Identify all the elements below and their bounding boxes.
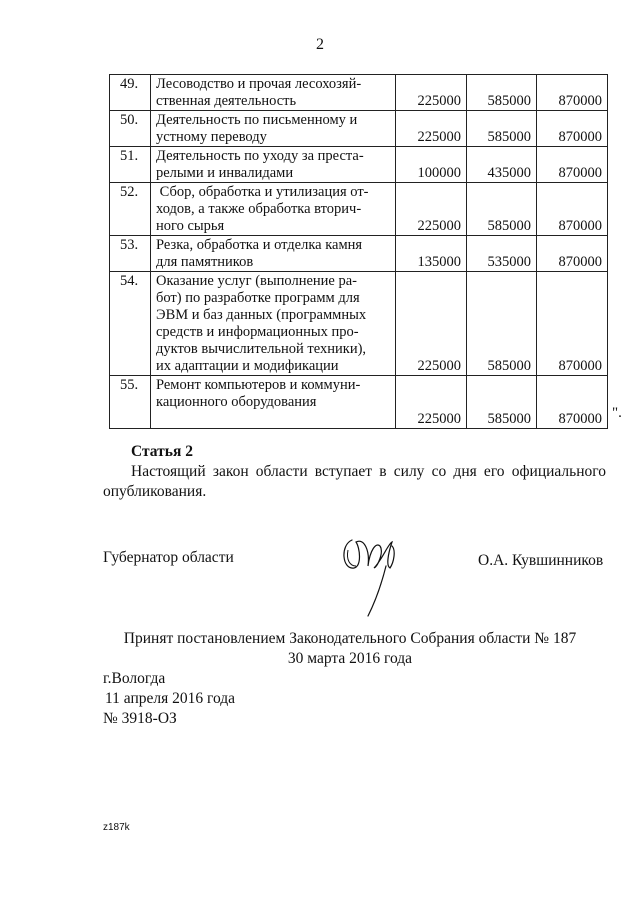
table-row <box>110 236 608 272</box>
row-number: 54. <box>110 272 151 376</box>
adoption-line-1: Принят постановлением Законодательного Собрания области № 187 <box>123 630 577 647</box>
activity-description <box>151 272 396 376</box>
row-number: 50. <box>110 111 151 147</box>
description-line: Деятельность по письменному и <box>156 112 358 128</box>
table-row <box>110 75 608 111</box>
fees-table <box>109 74 608 429</box>
row-number: 49. <box>110 75 151 111</box>
article-text: Настоящий закон области вступает в силу со дня его официального опубликования. <box>103 463 606 500</box>
description-line: Ремонт компьютеров и коммуни- <box>156 377 361 393</box>
amount-cell-v3: 870000 <box>537 183 608 236</box>
description-line: ходов, а также обработка вторич- <box>156 201 362 217</box>
description-line: кационного оборудования <box>156 394 317 410</box>
description-line: средств и информационных про- <box>156 324 359 340</box>
activity-description <box>151 376 396 429</box>
table-row <box>110 376 608 429</box>
amount-cell-v1: 225000 <box>396 272 467 376</box>
description-line: Деятельность по уходу за преста- <box>156 148 364 164</box>
amount-cell-v2: 435000 <box>467 147 537 183</box>
amount-cell-v2: 585000 <box>467 183 537 236</box>
description-line: Сбор, обработка и утилизация от- <box>156 184 369 200</box>
amount-cell-v2: 585000 <box>467 272 537 376</box>
amount-cell-v3: 870000 <box>537 111 608 147</box>
handwritten-signature <box>330 520 410 630</box>
signatory-name: О.А. Кувшинников <box>478 552 604 569</box>
law-number: № 3918-ОЗ <box>103 710 177 727</box>
row-number: 51. <box>110 147 151 183</box>
row-number: 53. <box>110 236 151 272</box>
adoption-note <box>100 629 600 669</box>
amount-cell-v1: 100000 <box>396 147 467 183</box>
description-line: ственная деятельность <box>156 93 297 109</box>
table-row <box>110 183 608 236</box>
article-title: Статья 2 <box>131 443 193 460</box>
table-row <box>110 147 608 183</box>
document-code: z187k <box>103 822 130 833</box>
row-number: 55. <box>110 376 151 429</box>
description-line: их адаптации и модификации <box>156 358 339 374</box>
amount-cell-v1: 225000 <box>396 183 467 236</box>
adoption-line-2: 30 марта 2016 года <box>287 650 413 667</box>
amount-cell-v1: 225000 <box>396 75 467 111</box>
amount-cell-v3: 870000 <box>537 272 608 376</box>
activity-description <box>151 183 396 236</box>
row-number: 52. <box>110 183 151 236</box>
amount-cell-v1: 135000 <box>396 236 467 272</box>
description-line: бот) по разработке программ для <box>156 290 360 306</box>
amount-cell-v2: 585000 <box>467 75 537 111</box>
description-line <box>156 411 390 428</box>
closing-quote: ". <box>612 405 622 421</box>
signatory-position: Губернатор области <box>103 549 234 566</box>
amount-cell-v2: 535000 <box>467 236 537 272</box>
description-line: дуктов вычислительной техники), <box>156 341 367 357</box>
signing-date: 11 апреля 2016 года <box>105 690 236 707</box>
place-date-block <box>103 669 235 729</box>
description-line: релыми и инвалидами <box>156 165 294 181</box>
description-line: ЭВМ и баз данных (программных <box>156 307 367 323</box>
activity-description <box>151 75 396 111</box>
amount-cell-v2: 585000 <box>467 111 537 147</box>
amount-cell-v2: 585000 <box>467 376 537 429</box>
description-line: Лесоводство и прочая лесохозяй- <box>156 76 362 92</box>
page-number: 2 <box>316 36 324 53</box>
amount-cell-v1: 225000 <box>396 376 467 429</box>
description-line: Оказание услуг (выполнение ра- <box>156 273 357 289</box>
activity-description <box>151 147 396 183</box>
amount-cell-v1: 225000 <box>396 111 467 147</box>
amount-cell-v3: 870000 <box>537 376 608 429</box>
description-line: Резка, обработка и отделка камня <box>156 237 363 253</box>
table-row <box>110 272 608 376</box>
activity-description <box>151 236 396 272</box>
activity-description <box>151 111 396 147</box>
description-line: для памятников <box>156 254 254 270</box>
amount-cell-v3: 870000 <box>537 236 608 272</box>
city: г.Вологда <box>103 670 166 687</box>
description-line: устному переводу <box>156 129 267 145</box>
amount-cell-v3: 870000 <box>537 147 608 183</box>
table-row <box>110 111 608 147</box>
amount-cell-v3: 870000 <box>537 75 608 111</box>
description-line: ного сырья <box>156 218 225 234</box>
